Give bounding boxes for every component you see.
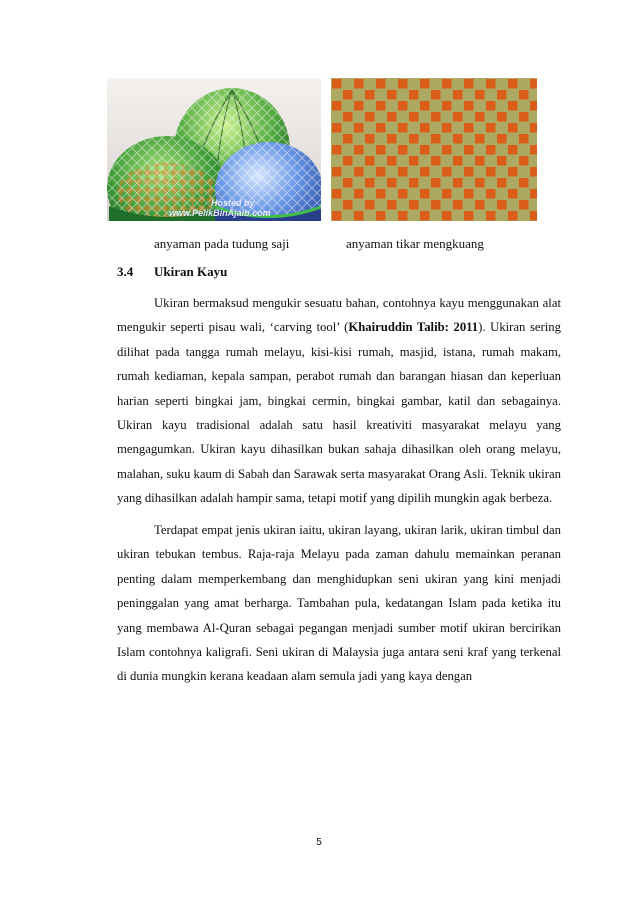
mat-photo: [331, 78, 537, 221]
section-number: 3.4: [117, 264, 134, 279]
figure-caption-left: anyaman pada tudung saji: [154, 236, 290, 251]
body-paragraph-2: Terdapat empat jenis ukiran iaitu, ukiran layang, ukiran larik, ukiran timbul dan ukiran tebukan tembus. Raja-raja Melayu pada zaman dahulu memainkan peranan penting dalam memperkembang dan menghidupkan seni ukiran yang kini menjadi peninggalan yang amat berharga. Tambahan pula, kedatangan Islam pada ketika itu yang membawa Al-Quran sebagai pegangan menjadi sumber motif ukiran bercirikan Islam contohnya kaligrafi. Seni ukiran di Malaysia juga antara seni kraf yang terkenal di dunia mungkin kerana keadaan alam semula jadi yang kaya dengan: [117, 523, 561, 684]
paragraph-1-text-b: ). Ukiran sering dilihat pada tangga rumah melayu, kisi-kisi rumah, masjid, istana, rumah makam, rumah kediaman, kepala sampan, perabot rumah dan barangan hiasan dan keperluan harian seperti bingkai jam, bingkai cermin, bingkai gambar, katil dan sebagainya. Ukiran kayu tradisional adalah satu hasil kreativiti masyarakat melayu yang mengagumkan. Ukiran kayu dihasilkan bukan sahaja dihasilkan oleh orang melayu, malahan, suku kaum di Sabah dan Sarawak serta masyarakat Orang Asli. Teknik ukiran yang dihasilkan adalah hampir sama, tetapi motif yang dipilih mungkin agak berbeza.: [117, 320, 561, 506]
section-title: Ukiran Kayu: [154, 264, 228, 279]
watermark-line-2: www.PelikBinAjaib.com: [169, 208, 271, 218]
figure-caption-right: anyaman tikar mengkuang: [346, 236, 484, 251]
woven-mat-image: [331, 78, 537, 221]
food-cover-photo: [107, 78, 321, 221]
citation: Khairuddin Talib: 2011: [348, 320, 479, 335]
food-cover-image: [107, 78, 321, 221]
page-number: 5: [316, 837, 322, 848]
body-paragraph-1: [117, 291, 561, 511]
watermark-line-1: Hosted by: [211, 198, 255, 208]
paragraph-1-text-a: Ukiran bermaksud mengukir sesuatu bahan, contohnya kayu menggunakan alat mengukir seperti pisau wali, ‘carving tool’ (: [117, 296, 561, 335]
mat-shade: [331, 78, 537, 221]
